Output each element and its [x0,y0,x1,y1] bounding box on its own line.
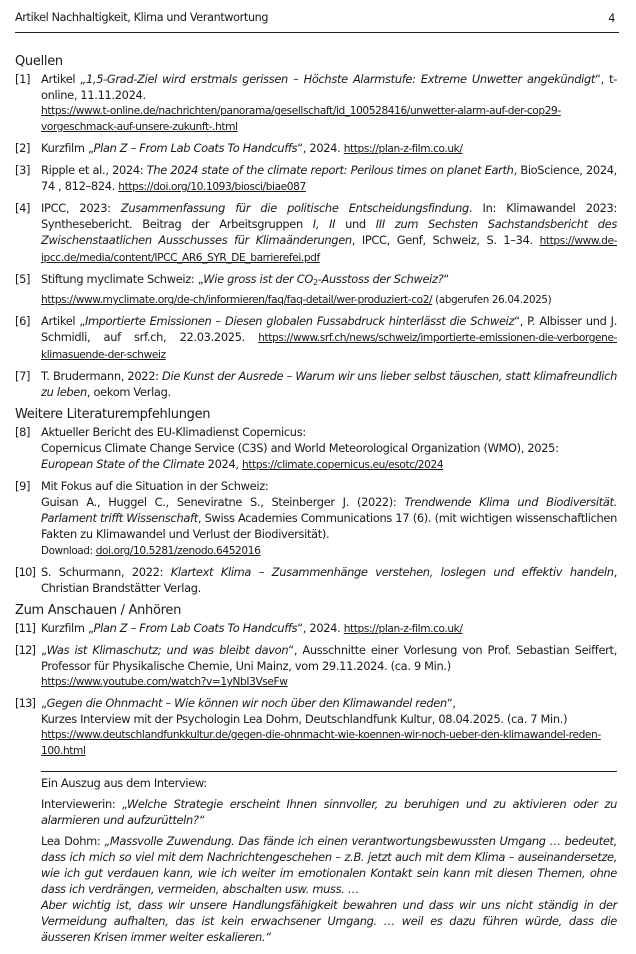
reference-link[interactable]: doi.org/10.5281/zenodo.6452016 [95,545,261,557]
question-text: „Welche Strategie erscheint Ihnen sinnvoller, zu beruhigen und zu aktivieren oder zu alarmieren und aufzurütteln?“ [41,797,617,827]
reference-number: [7] [15,369,31,383]
reference-title: Trendwende Klima und Biodiversität. Parlament trifft Wissenschaft [41,495,618,525]
reference-5 [15,271,617,308]
reference-text: “, [446,696,456,710]
reference-text: , BioScience, 2024, 74 , 812–824. [41,163,617,193]
reference-text: , Christian Brandstätter Verlag. [41,565,617,595]
reference-link[interactable]: https://www.t-online.de/nachrichten/panorama/gesellschaft/id_100528416/unwetter-alarm-auf-der-cop29-vorgeschmack-auf-unsere-zukunft-.html [41,105,561,133]
reference-number: [3] [15,163,31,177]
answer-text: „Massvolle Zuwendung. Das fände ich einen verantwortungsbewussten Umgang … bedeutet, dass ich mich so viel mit dem Nachrichtengeschehen – z.B. jetzt auch mit dem Klima – auseinandersetze, wie ich gut verdauen kann, wie ich weiter im emotionalen Kontakt sein kann mit diesen Themen, ohne dass ich verdrängen, vermeiden, abschalten usw. muss. … [41,834,617,896]
reference-text: , Swiss Academies Communications 17 (6). (mit wichtigen wissenschaftlichen Fakten zu Klimawandel und Verlust der Biodiversität). [41,511,617,541]
speaker-label: Lea Dohm: [41,834,105,848]
reference-title: Zusammenfassung für die politische Entscheidungsfindung [120,201,469,215]
reference-text: “, t-online, 11.11.2024. [41,72,618,102]
reference-title: Plan Z – From Lab Coats To Handcuffs [93,141,298,155]
reference-text: Ripple et al., 2024: [41,163,147,177]
reference-text: Kurzes Interview mit der Psychologin Lea Dohm, Deutschlandfunk Kultur, 08.04.2025. (ca. 7 Min.) [41,712,568,726]
header-title: Artikel Nachhaltigkeit, Klima und Verantwortung [15,11,269,24]
interview-question [41,796,617,828]
reference-number: [10] [15,565,36,579]
download-label: Download: [41,545,96,557]
reference-1 [15,71,617,135]
reference-text: “, Ausschnitte einer Vorlesung von Prof. Sebastian Seiffert, Professor für Physikalische Chemie, Uni Mainz, vom 29.11.2024. (ca. 9 Min.) [41,643,617,673]
reference-link[interactable]: https://doi.org/10.1093/biosci/biae087 [118,181,306,193]
reference-7 [15,368,617,400]
reference-text: Guisan A., Huggel C., Seneviratne S., Steinberger J. (2022): [41,495,405,509]
reference-text: Artikel [41,72,81,86]
reference-text: Mit Fokus auf die Situation in der Schweiz: [41,479,269,493]
reference-link[interactable]: https://www.deutschlandfunkkultur.de/gegen-die-ohnmacht-wie-koennen-wir-noch-ueber-den-klimawandel-reden-100.html [41,729,601,757]
section-title-weitere: Weitere Literaturempfehlungen [15,407,211,422]
speaker-label: Interviewerin: [41,797,123,811]
reference-text: “, P. Albisser und J. Schmidli, auf srf.ch, 22.03.2025. [41,314,617,344]
reference-text: 2024, [204,457,242,471]
reference-title: I, II [312,217,336,231]
reference-title: Wie gross ist der CO [203,272,313,286]
reference-text: Copernicus Climate Change Service (C3S) and World Meteorological Organization (WMO), 2025: [41,441,559,455]
reference-text: , oekom Verlag. [86,385,171,399]
interview-intro: Ein Auszug aus dem Interview: [41,776,207,790]
reference-text: . In: Klimawandel 2023: Synthesebericht. Beitrag der Arbeitsgruppen [41,201,617,231]
page-number: 4 [608,12,615,25]
reference-8 [15,424,617,473]
reference-4 [15,200,617,266]
reference-number: [2] [15,141,31,155]
answer-text: Aber wichtig ist, dass wir unsere Handlungsfähigkeit bewahren und dass wir uns nicht ständig in der Vermeidung aufhalten, das ist kein erwachsener Umgang. … weil es dazu führen würde, dass die äusseren Krisen immer weiter eskalieren.“ [41,898,617,944]
reference-text: Aktueller Bericht des EU-Klimadienst Copernicus: [41,425,306,439]
reference-link[interactable]: https://www.de-ipcc.de/media/content/IPCC_AR6_SYR_DE_barrierefei.pdf [41,235,617,264]
reference-number: [12] [15,643,36,657]
reference-link[interactable]: https://plan-z-film.co.uk/ [343,623,463,635]
reference-text: “, 2024. [297,141,344,155]
reference-2 [15,140,617,157]
reference-text: T. Brudermann, 2022: [41,369,163,383]
reference-number: [9] [15,479,31,493]
reference-text: “ [443,272,450,286]
subscript: 2 [312,278,318,287]
reference-title: Importierte Emissionen – Diesen globalen Fussabdruck hinterlässt die Schweiz [84,314,515,328]
reference-text: „ [41,643,47,657]
reference-number: [1] [15,72,31,86]
section-title-anschauen: Zum Anschauen / Anhören [15,603,182,618]
reference-link[interactable]: https://www.youtube.com/watch?v=1yNbI3VseFw [41,676,288,688]
reference-6 [15,313,617,363]
reference-text: Stiftung myclimate Schweiz: „ [41,272,204,286]
reference-text: und [335,217,376,231]
reference-number: [8] [15,425,31,439]
page-header [15,8,619,33]
reference-9 [15,478,617,559]
reference-text: Kurzfilm „ [41,621,94,635]
reference-title: Die Kunst der Ausrede – Warum wir uns lieber selbst täuschen, statt klimafreundlich zu leben [41,369,617,399]
reference-12 [15,642,617,690]
reference-number: [11] [15,621,36,635]
reference-text: S. Schurmann, 2022: [41,565,171,579]
reference-text: , IPCC, Genf, Schweiz, S. 1–34. [351,233,540,247]
references-content [15,54,617,950]
reference-title: Was ist Klimaschutz; und was bleibt davon [46,643,289,657]
section-title-quellen: Quellen [15,54,63,69]
interview-excerpt-box [41,771,617,945]
reference-number: [5] [15,272,31,286]
reference-3 [15,162,617,195]
reference-title: Klartext Klima – Zusammenhänge verstehen, loslegen und effektiv handeln [170,565,614,579]
reference-link[interactable]: https://www.myclimate.org/de-ch/informieren/faq/faq-detail/wer-produziert-co2/ [41,294,433,306]
reference-title: „1,5-Grad-Ziel wird erstmals gerissen – Höchste Alarmstufe: Extreme Unwetter angekündigt [80,72,596,86]
reference-text: “, 2024. [297,621,344,635]
reference-13 [15,695,617,759]
reference-title: -Ausstoss der Schweiz? [317,272,444,286]
reference-title: European State of the Climate [41,457,205,471]
reference-link[interactable]: https://climate.copernicus.eu/esotc/2024 [242,459,444,471]
reference-link[interactable]: https://www.srf.ch/news/schweiz/importierte-emissionen-die-verborgene-klimasuende-der-schweiz [41,332,617,361]
reference-number: [13] [15,696,36,710]
reference-link[interactable]: https://plan-z-film.co.uk/ [343,143,463,155]
reference-title: III zum Sechsten Sachstandsbericht des Zwischenstaatlichen Ausschusses für Klimaänderungen [41,217,617,247]
reference-11 [15,620,617,637]
reference-text: „ [41,696,47,710]
reference-number: [6] [15,314,31,328]
reference-number: [4] [15,201,31,215]
reference-text: Artikel „ [41,314,85,328]
reference-10 [15,564,617,596]
interview-answer [41,833,617,945]
access-note: (abgerufen 26.04.2025) [432,294,552,306]
reference-text: IPCC, 2023: [41,201,121,215]
reference-title: The 2024 state of the climate report: Perilous times on planet Earth [146,163,514,177]
reference-text: Kurzfilm „ [41,141,94,155]
reference-title: Gegen die Ohnmacht – Wie können wir noch über den Klimawandel reden [46,696,447,710]
reference-title: Plan Z – From Lab Coats To Handcuffs [93,621,298,635]
